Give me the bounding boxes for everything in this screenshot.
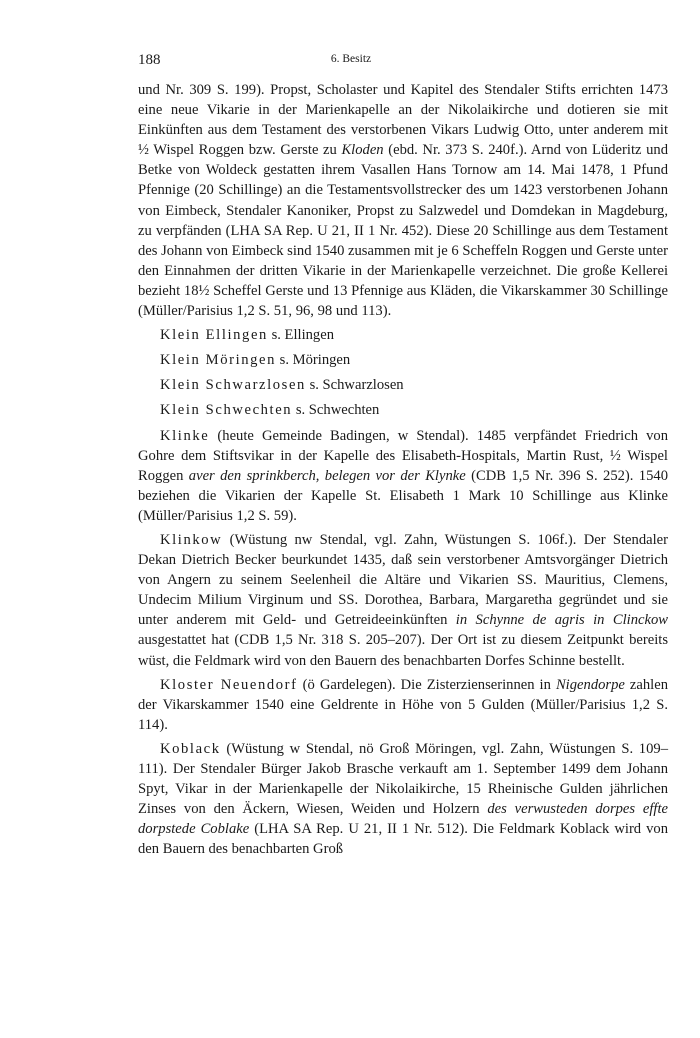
- paragraph: [138, 675, 668, 735]
- text-run: s. Schwechten: [292, 402, 380, 419]
- cross-reference-entry: [138, 325, 668, 345]
- entry-headword: Klein Möringen: [160, 352, 277, 369]
- text-run: s. Ellingen: [267, 327, 334, 344]
- entry-headword: Klein Schwarzlosen: [160, 377, 306, 394]
- quoted-source-text: aver den sprinkberch, belegen vor der Klynke: [188, 467, 466, 484]
- text-run: (ebd. Nr. 373 S. 240f.). Arnd von Lüderitz und Betke von Woldeck gestatten ihrem Vasallen Hans Tornow am 14. Mai 1478, 1 Pfund Pfennige (20 Schillinge) an die Testamentsvollstrecker des um 1423 verstorbenen Johann von Eimbeck, Stendaler Kanoniker, Propst zu Salzwedel und Domdekan in Magdeburg, zu verpfänden (LHA SA Rep. U 21, II 1 Nr. 452). Diese 20 Schillinge aus dem Testament des Johann von Eimbeck sind 1540 zusammen mit je 6 Scheffeln Roggen und Gerste unter den Einnahmen der dritten Vikarie in der Marienkapelle verzeichnet. Die große Kellerei bezieht 18½ Scheffel Gerste und 13 Pfennige aus Kläden, die Vikarskammer 30 Schillinge (Müller/Parisius 1,2 S. 51, 96, 98 und 113).: [138, 142, 668, 320]
- paragraph: [138, 530, 668, 671]
- page-number: 188: [138, 52, 161, 68]
- entry-headword: Klein Ellingen: [160, 327, 268, 344]
- text-run: ausgestattet hat (CDB 1,5 Nr. 318 S. 205–207). Der Ort ist zu diesem Zeitpunkt bereits wüst, die Feldmark wird von den Bauern des benachbarten Dorfes Schinne bestellt.: [138, 632, 668, 669]
- text-run: (Wüstung nw Stendal, vgl. Zahn, Wüstungen S. 106f.). Der Stendaler Dekan Dietrich Becker beurkundet 1435, daß sein verstorbener Amtsvorgänger Dietrich von Angern zu seinem Seelenheil die Altäre und Vikarien SS. Mauritius, Clemens, Undecim Milium Virginum und SS. Dorothea, Barbara, Margaretha gegründet und sie unter anderem mit Geld- und Getreideeinkünften: [138, 531, 668, 629]
- body-text: [138, 80, 668, 863]
- entry-headword: Klinkow: [160, 531, 223, 548]
- paragraph: [138, 426, 668, 526]
- quoted-source-text: Nigendorpe: [555, 676, 625, 693]
- text-run: (ö Gardelegen). Die Zisterzienserinnen in: [297, 676, 556, 693]
- cross-reference-entry: [138, 375, 668, 395]
- paragraph: [138, 739, 668, 860]
- text-run: (heute Gemeinde Badingen, w Stendal). 1485 verpfändet Friedrich von Gohre dem Stiftsvikar in der Kapelle des Elisabeth-Hospitals, Martin Rust, ½ Wispel Roggen: [138, 427, 668, 484]
- quoted-source-text: des verwusteden dorpes effte dorpstede Coblake: [138, 801, 668, 838]
- running-title: 6. Besitz: [330, 53, 372, 65]
- cross-reference-entry: [138, 400, 668, 420]
- text-run: s. Schwarzlosen: [305, 377, 404, 394]
- quoted-source-text: in Schynne de agris in Clinckow: [455, 612, 668, 629]
- entry-headword: Kloster Neuendorf: [160, 676, 298, 693]
- text-run: s. Möringen: [276, 352, 351, 369]
- text-run: (CDB 1,5 Nr. 396 S. 252). 1540 beziehen die Vikarien der Kapelle St. Elisabeth 1 Mark 10 Schillinge aus Klinke (Müller/Parisius 1,2 S. 59).: [138, 467, 668, 524]
- text-run: (Wüstung w Stendal, nö Groß Möringen, vgl. Zahn, Wüstungen S. 109–111). Der Stendaler Bürger Jakob Brasche verkauft am 1. September 1499 dem Johann Spyt, Vikar in der Marienkapelle der Nikolaikirche, 15 Rheinische Gulden jährlichen Zinses von den Äckern, Wiesen, Weiden und Holzern: [138, 740, 668, 818]
- page-header: [138, 52, 564, 72]
- paragraph: [138, 80, 668, 321]
- text-run: und Nr. 309 S. 199). Propst, Scholaster und Kapitel des Stendaler Stifts errichten 1473 eine neue Vikarie in der Marienkapelle an der Nikolaikirche und dotieren sie mit Einkünften aus dem Testament des verstorbenen Vikars Ludwig Otto, unter anderem mit ½ Wispel Roggen bzw. Gerste zu: [138, 82, 668, 159]
- text-run: zahlen der Vikarskammer 1540 eine Geldrente in Höhe von 5 Gulden (Müller/Parisius 1,2 S. 114).: [138, 676, 668, 733]
- cross-reference-entry: [138, 350, 668, 370]
- quoted-source-text: Kloden: [341, 142, 384, 159]
- entry-headword: Klinke: [160, 427, 210, 444]
- entry-headword: Koblack: [160, 740, 221, 757]
- text-run: (LHA SA Rep. U 21, II 1 Nr. 512). Die Feldmark Koblack wird von den Bauern des benachbarten Groß: [138, 821, 669, 858]
- entry-headword: Klein Schwechten: [160, 402, 293, 419]
